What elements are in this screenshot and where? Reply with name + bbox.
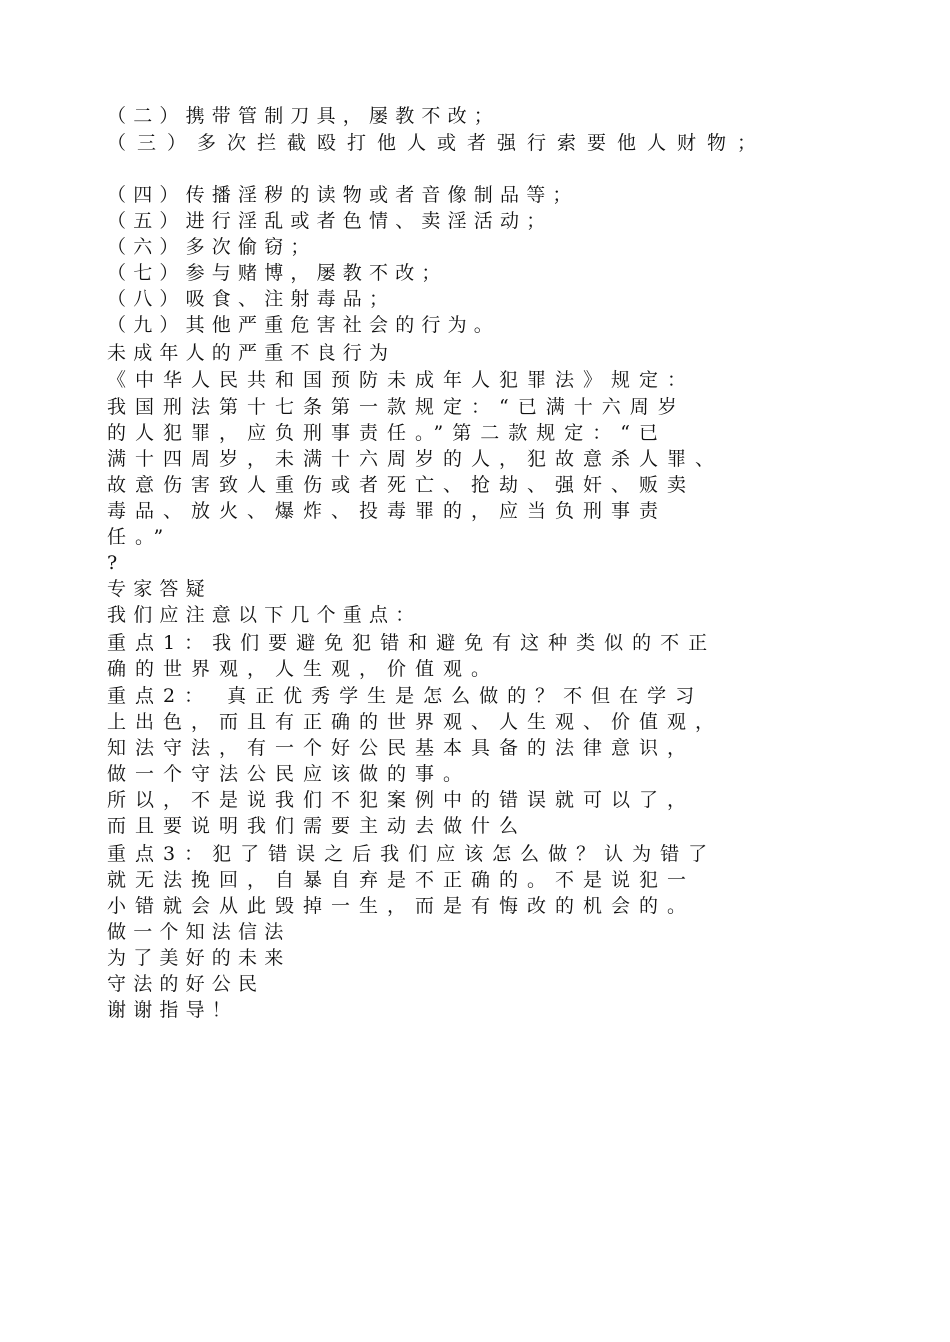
- closing-line: 做一个知法信法: [107, 921, 291, 943]
- closing-line: 为了美好的未来: [107, 947, 291, 969]
- question-mark: ?: [107, 552, 125, 574]
- list-item: （二）携带管制刀具，屡教不改；: [107, 105, 501, 127]
- paragraph-line: 的人犯罪，应负刑事责任。”第二款规定：“已: [107, 422, 667, 444]
- paragraph-line: 就无法挽回，自暴自弃是不正确的。不是说犯一: [107, 869, 696, 891]
- paragraph-line: 我国刑法第十七条第一款规定：“已满十六周岁: [107, 396, 686, 418]
- list-item: （九）其他严重危害社会的行为。: [107, 314, 501, 336]
- paragraph-line: 重点2： 真正优秀学生是怎么做的？不但在学习: [107, 685, 704, 707]
- list-item: （八）吸食、注射毒品；: [107, 288, 396, 310]
- paragraph-line: 任。”: [107, 526, 173, 548]
- paragraph-line: 重点1：我们要避免犯错和避免有这种类似的不正: [107, 632, 717, 654]
- paragraph-line: 小错就会从此毁掉一生，而是有悔改的机会的。: [107, 895, 696, 917]
- paragraph-line: 上出色，而且有正确的世界观、人生观、价值观，: [107, 711, 724, 733]
- list-item: （六）多次偷窃；: [107, 236, 317, 258]
- paragraph-line: 知法守法，有一个好公民基本具备的法律意识，: [107, 737, 696, 759]
- paragraph-line: 毒品、放火、爆炸、投毒罪的，应当负刑事责: [107, 500, 668, 522]
- paragraph-line: 重点3：犯了错误之后我们应该怎么做？认为错了: [107, 843, 717, 865]
- section-heading: 未成年人的严重不良行为: [107, 342, 396, 364]
- list-item: （四）传播淫秽的读物或者音像制品等；: [107, 184, 579, 206]
- law-title: 《中华人民共和国预防未成年人犯罪法》规定：: [107, 369, 696, 391]
- closing-line: 谢谢指导！: [107, 999, 239, 1021]
- paragraph-line: 确的世界观，人生观，价值观。: [107, 658, 500, 680]
- list-item: （三）多次拦截殴打他人或者强行索要他人财物；: [107, 132, 768, 154]
- paragraph-line: 所以，不是说我们不犯案例中的错误就可以了，: [107, 789, 696, 811]
- list-item: （七）参与赌博，屡教不改；: [107, 262, 448, 284]
- paragraph-line: 满十四周岁，未满十六周岁的人，犯故意杀人罪、: [107, 448, 724, 470]
- paragraph-line: 故意伤害致人重伤或者死亡、抢劫、强奸、贩卖: [107, 474, 696, 496]
- list-item: （五）进行淫乱或者色情、卖淫活动；: [107, 210, 553, 232]
- paragraph-line: 而且要说明我们需要主动去做什么: [107, 815, 528, 837]
- paragraph-line: 做一个守法公民应该做的事。: [107, 763, 472, 785]
- expert-heading: 专家答疑: [107, 578, 212, 600]
- closing-line: 守法的好公民: [107, 973, 265, 995]
- intro-line: 我们应注意以下几个重点：: [107, 604, 422, 626]
